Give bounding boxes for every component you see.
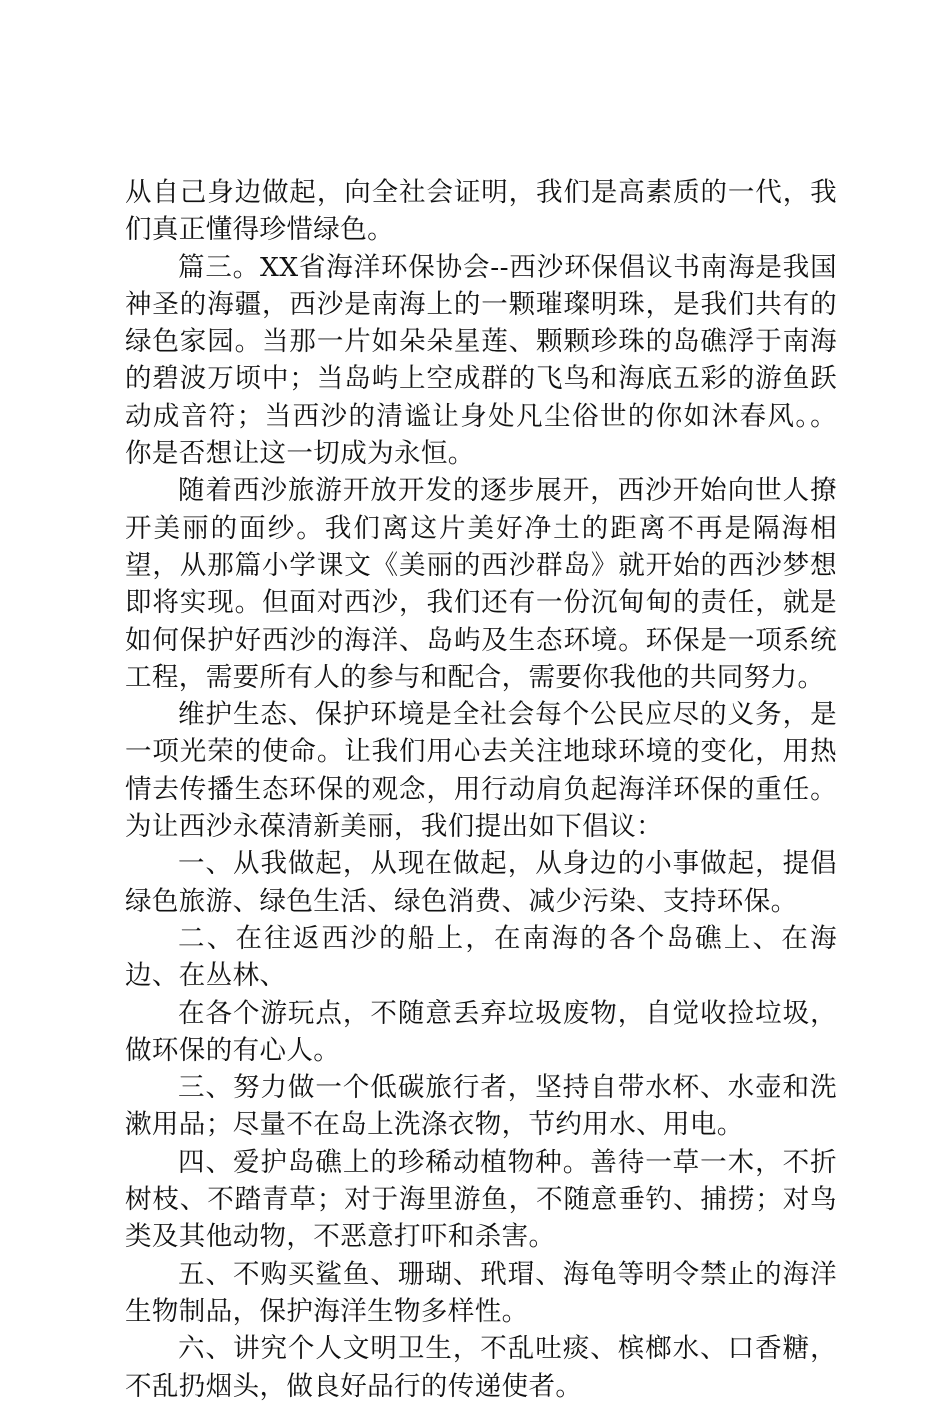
paragraph-10: 五、不购买鲨鱼、珊瑚、玳瑁、海龟等明令禁止的海洋生物制品，保护海洋生物多样性。 [125, 1258, 837, 1327]
paragraph-5: 一、从我做起，从现在做起，从身边的小事做起，提倡绿色旅游、绿色生活、绿色消费、减少污染、支持环保。 [125, 848, 837, 917]
paragraph-2: 篇三。XX省海洋环保协会--西沙环保倡议书南海是我国神圣的海疆，西沙是南海上的一颗璀璨明珠，是我们共有的绿色家园。当那一片如朵朵星莲、颗颗珍珠的岛礁浮于南海的碧波万顷中；当岛屿上空成群的飞鸟和海底五彩的游鱼跃动成音符；当西沙的清谧让身处凡尘俗世的你如沐春风。。你是否想让这一切成为永恒。 [125, 251, 837, 470]
paragraph-8: 三、努力做一个低碳旅行者，坚持自带水杯、水壶和洗漱用品；尽量不在岛上洗涤衣物，节约用水、用电。 [125, 1072, 837, 1141]
paragraph-6: 二、在往返西沙的船上，在南海的各个岛礁上、在海边、在丛林、 [125, 922, 837, 992]
paragraph-11: 六、讲究个人文明卫生，不乱吐痰、槟榔水、口香糖，不乱扔烟头，做良好品行的传递使者。 [125, 1333, 837, 1402]
paragraph-1: 从自己身边做起，向全社会证明，我们是高素质的一代，我们真正懂得珍惜绿色。 [125, 177, 837, 246]
paragraph-3: 随着西沙旅游开放开发的逐步展开，西沙开始向世人撩开美丽的面纱。我们离这片美好净土的距离不再是隔海相望，从那篇小学课文《美丽的西沙群岛》就开始的西沙梦想即将实现。但面对西沙，我们还有一份沉甸甸的责任，就是如何保护好西沙的海洋、岛屿及生态环境。环保是一项系统工程，需要所有人的参与和配合，需要你我他的共同努力。 [125, 475, 837, 693]
paragraph-4: 维护生态、保护环境是全社会每个公民应尽的义务，是一项光荣的使命。让我们用心去关注地球环境的变化，用热情去传播生态环保的观念，用行动肩负起海洋环保的重任。为让西沙永葆清新美丽，我们提出如下倡议： [125, 699, 837, 843]
paragraph-7: 在各个游玩点，不随意丢弃垃圾废物，自觉收捡垃圾，做环保的有心人。 [125, 997, 837, 1066]
paragraph-9: 四、爱护岛礁上的珍稀动植物种。善待一草一木，不折树枝、不踏青草；对于海里游鱼，不随意垂钓、捕捞；对鸟类及其他动物，不恶意打吓和杀害。 [125, 1146, 837, 1253]
document-body [125, 174, 837, 1405]
